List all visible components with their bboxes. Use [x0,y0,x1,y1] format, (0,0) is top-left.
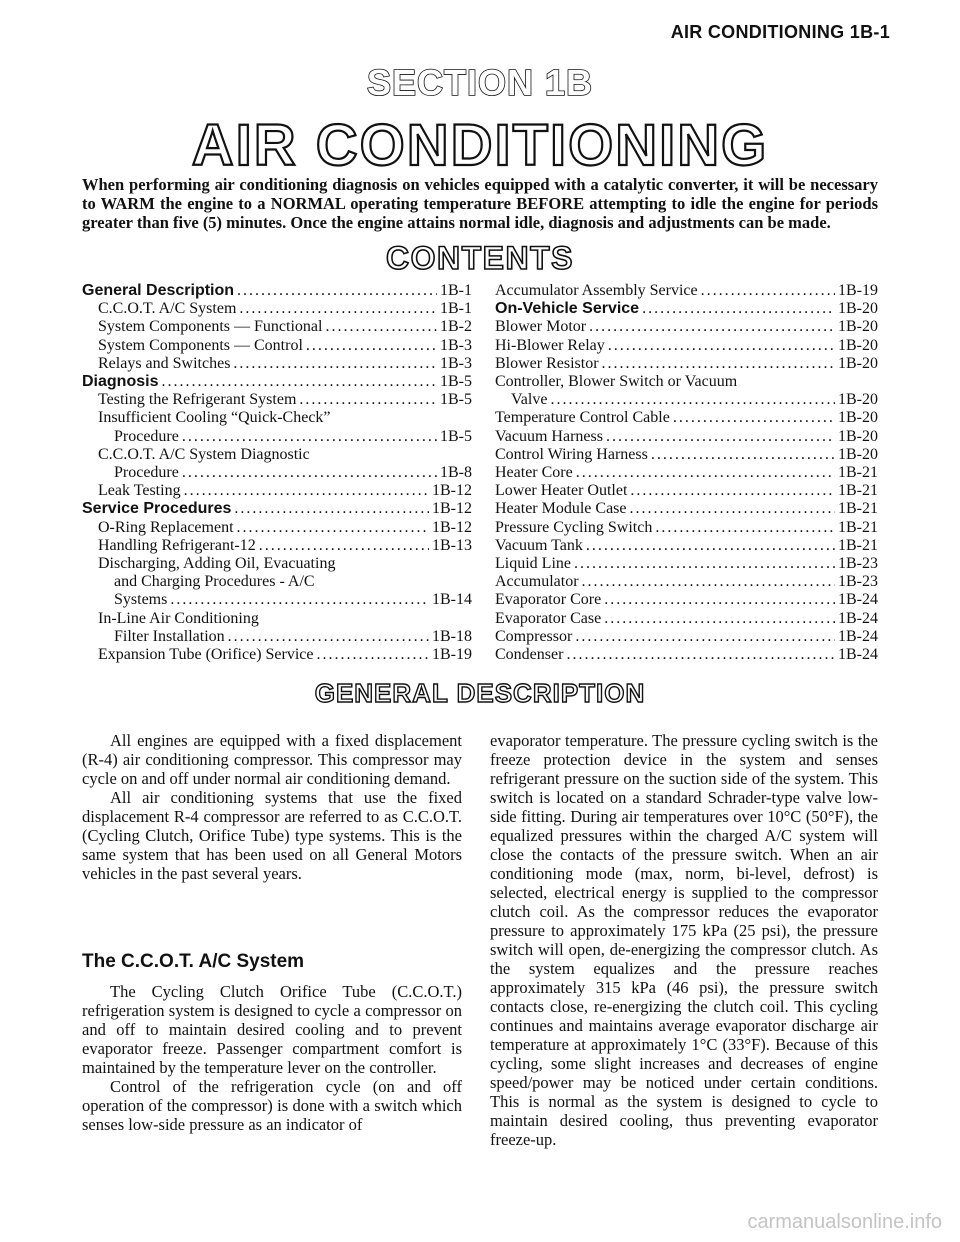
toc-entry[interactable]: Hi-Blower Relay ..... 1B-20 [495,337,878,355]
toc-entry[interactable]: Procedure ..... 1B-8 [82,464,472,482]
toc-entry[interactable]: Handling Refrigerant-12 ..... 1B-13 [82,537,472,555]
toc-entry[interactable]: Evaporator Case ..... 1B-24 [495,610,878,628]
toc-entry[interactable]: Valve ..... 1B-20 [495,391,878,409]
toc-entry[interactable]: Condenser ..... 1B-24 [495,646,878,664]
toc-entry[interactable]: O-Ring Replacement ..... 1B-12 [82,519,472,537]
running-head: AIR CONDITIONING 1B-1 [670,22,890,42]
toc-entry-line: Insufficient Cooling “Quick-Check” [98,409,331,427]
body-paragraph: Control of the refrigeration cycle (on and off operation of the compressor) is done with a switch which senses low-side pressure as an indicator of [82,1077,462,1134]
toc-entry[interactable]: Expansion Tube (Orifice) Service ..... 1B-19 [82,646,472,664]
contents-heading: CONTENTS [386,240,574,276]
toc-entry[interactable]: System Components — Functional ..... 1B-2 [82,318,472,336]
toc-entry[interactable]: Systems ..... 1B-14 [82,591,472,609]
toc-entry[interactable]: Accumulator Assembly Service ..... 1B-19 [495,282,878,300]
toc-entry[interactable]: Filter Installation ..... 1B-18 [82,628,472,646]
toc-entry[interactable]: Leak Testing ..... 1B-12 [82,482,472,500]
toc-left-column [82,282,472,664]
toc-entry[interactable]: Blower Motor ..... 1B-20 [495,318,878,336]
toc-entry-line: In-Line Air Conditioning [98,609,259,627]
body-paragraph: All engines are equipped with a fixed displacement (R-4) air conditioning compressor. This compressor may cycle on and off under normal air conditioning demand. [82,731,462,788]
toc-entry[interactable]: Relays and Switches ..... 1B-3 [82,355,472,373]
body-paragraph: The Cycling Clutch Orifice Tube (C.C.O.T.) refrigeration system is designed to cycle a compressor on and off to maintain desired cooling and to prevent evaporator freeze. Passenger compartment comfort is maintained by the temperature lever on the controller. [82,982,462,1077]
intro-paragraph: When performing air conditioning diagnosis on vehicles equipped with a catalytic converter, it will be necessary to WARM the engine to a NORMAL operating temperature BEFORE attempting to idle the engine for periods greater than five (5) minutes. Once the engine attains normal idle, diagnosis and adjustments can be made. [82,175,878,232]
toc-entry[interactable]: Vacuum Harness ..... 1B-20 [495,428,878,446]
toc-entry[interactable]: Control Wiring Harness ..... 1B-20 [495,446,878,464]
general-description-heading: GENERAL DESCRIPTION [314,678,646,708]
toc-entry[interactable]: Heater Module Case ..... 1B-21 [495,500,878,518]
watermark: carmanualsonline.info [747,1211,942,1233]
toc-entry[interactable]: Evaporator Core ..... 1B-24 [495,591,878,609]
toc-entry[interactable]: Liquid Line ..... 1B-23 [495,555,878,573]
body-paragraph: All air conditioning systems that use the fixed displacement R-4 compressor are referred to as C.C.O.T. (Cycling Clutch, Orifice Tube) type systems. This is the same system that has been used on all General Motors vehicles in the past several years. [82,788,462,883]
toc-entry[interactable]: System Components — Control ..... 1B-3 [82,337,472,355]
toc-right-column [495,282,878,664]
toc-entry[interactable]: Accumulator ..... 1B-23 [495,573,878,591]
section-title: SECTION 1B [366,62,594,103]
body-left-column [82,731,462,883]
toc-entry[interactable]: Procedure ..... 1B-5 [82,428,472,446]
toc-entry[interactable]: Heater Core ..... 1B-21 [495,464,878,482]
toc-entry[interactable]: Temperature Control Cable ..... 1B-20 [495,409,878,427]
body-paragraph: evaporator temperature. The pressure cycling switch is the freeze protection device in the system and senses refrigerant pressure on the suction side of the system. This switch is located on a standard Schrader-type valve low-side fitting. During air temperatures over 10°C (50°F), the equalized pressures within the charged A/C system will close the contacts of the pressure switch. When an air conditioning mode (max, norm, bi-level, defrost) is selected, electrical energy is supplied to the compressor clutch coil. As the compressor reduces the evaporator pressure to approximately 175 kPa (25 psi), the pressure switch will open, de-energizing the compressor clutch. As the system equalizes and the pressure reaches approximately 315 kPa (46 psi), the pressure switch contacts close, re-energizing the clutch coil. This cycling continues and maintains average evaporator discharge air temperature at approximately 1°C (33°F). Because of this cycling, some slight increases and decreases of engine speed/power may be noticed under certain conditions. This is normal as the system is designed to cycle to maintain desired cooling, thus preventing evaporator freeze-up. [490,731,878,1149]
toc-entry[interactable]: Lower Heater Outlet ..... 1B-21 [495,482,878,500]
toc-entry[interactable]: Pressure Cycling Switch ..... 1B-21 [495,519,878,537]
toc-entry[interactable]: Testing the Refrigerant System ..... 1B-5 [82,391,472,409]
toc-entry[interactable]: Diagnosis ..... 1B-5 [82,373,472,391]
toc-entry[interactable]: Compressor ..... 1B-24 [495,628,878,646]
toc-entry[interactable]: Service Procedures ..... 1B-12 [82,500,472,518]
toc-entry[interactable]: On-Vehicle Service ..... 1B-20 [495,300,878,318]
page-title: AIR CONDITIONING [191,113,769,178]
toc-entry[interactable]: C.C.O.T. A/C System ..... 1B-1 [82,300,472,318]
body-left-column-2 [82,982,462,1134]
toc-entry[interactable]: Vacuum Tank ..... 1B-21 [495,537,878,555]
toc-entry-line: Controller, Blower Switch or Vacuum [495,373,738,391]
body-right-column [490,731,878,1149]
toc-entry[interactable]: General Description ..... 1B-1 [82,282,472,300]
toc-entry[interactable]: Blower Resistor ..... 1B-20 [495,355,878,373]
toc-entry-line: C.C.O.T. A/C System Diagnostic [98,445,310,463]
ccot-subheading: The C.C.O.T. A/C System [82,951,305,972]
toc-entry-line: Discharging, Adding Oil, Evacuating [98,555,336,573]
toc-entry-line: and Charging Procedures - A/C [114,573,315,591]
